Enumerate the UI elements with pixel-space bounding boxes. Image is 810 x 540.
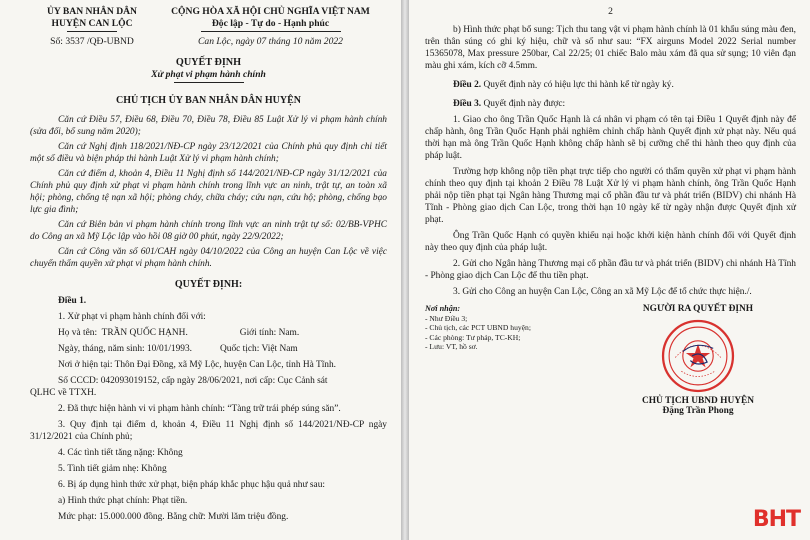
dob-label: Ngày, tháng, năm sinh: [58,344,145,354]
issuing-agency [30,6,154,32]
decision-heading: QUYẾT ĐỊNH: [174,279,243,290]
agency-line-1: ỦY BAN NHÂN DÂN [47,6,137,17]
document-subtitle: Xử phạt vi phạm hành chính [151,69,266,80]
article-2 [425,79,796,91]
document-page-2 [409,0,810,540]
motto-underline [201,31,341,32]
article-1-item-6: 6. Bị áp dụng hình thức xử phạt, biện pháp khắc phục hậu quả như sau: [58,480,326,490]
article-3-paragraph: Ông Trần Quốc Hạnh có quyền khiếu nại hoặc khởi kiện hành chính đối với Quyết định này theo quy định của pháp luật. [425,231,796,253]
recipient-item: - Các phòng: Tư pháp, TC-KH; [425,332,521,342]
article-1-item-5: 5. Tình tiết giảm nhẹ: Không [58,464,167,474]
name-label: Họ và tên: [58,328,98,338]
gender-label: Giới tính: [239,328,277,338]
residence-label: Nơi ở hiện tại: [58,360,113,370]
document-number: Số: 3537 /QĐ-UBND [50,36,134,47]
violator-name-row [30,327,387,339]
nationality-label: Quốc tịch: [220,344,260,354]
document-page-1 [0,0,401,540]
recipients-list [425,304,600,416]
signer-role: CHỦ TỊCH UBND HUYỆN [641,396,755,406]
watermark-text: BHT [752,507,800,532]
article-3-paragraph: 2. Gửi cho Ngân hàng Thương mại cổ phần đầu tư và phát triển (BIDV) chi nhánh Hà Tĩnh - Phòng giao dịch Can Lộc để thu tiền phạt. [425,259,796,281]
page-number: 2 [608,6,613,17]
article-1-item-2: 2. Đã thực hiện hành vi vi phạm hành chính: “Tàng trữ trái phép súng săn”. [58,404,341,414]
fine-amount: Mức phạt: 15.000.000 đồng. Bằng chữ: Mười lăm triệu đồng. [58,512,289,522]
page-fold [401,0,409,540]
legal-bases [30,114,387,270]
legal-basis: Căn cứ Biên bản vi phạm hành chính trong lĩnh vực an ninh trật tự số: 02/BB-VPHC do Công an xã Mỹ Lộc lập vào hồi 08 giờ 00 phút, ngày 22/9/2022; [30,220,387,242]
signer-heading: NGƯỜI RA QUYẾT ĐỊNH [642,304,754,314]
legal-basis: Căn cứ điểm d, khoản 4, Điều 11 Nghị định số 144/2021/NĐ-CP ngày 31/12/2021 của Chính phủ quy định xử phạt vi phạm hành chính trong lĩnh vực an ninh, trật tự, an toàn xã hội; phòng, chống tệ nạn xã hội; phòng cháy, chữa cháy; cứu nạn, cứu hộ; phòng, chống bạo lực gia đình; [30,169,387,215]
signer-name: Đặng Trần Phong [662,406,734,416]
recipients-heading: Nơi nhận: [425,304,461,313]
authority-title: CHỦ TỊCH ỦY BAN NHÂN DÂN HUYỆN [115,95,301,106]
article-3 [425,98,796,110]
article-2-text: Quyết định này có hiệu lực thi hành kể từ ngày ký. [481,80,674,90]
gender-value: Nam. [278,328,300,338]
residence-value: Thôn Đại Đồng, xã Mỹ Lộc, huyện Can Lộc, tỉnh Hà Tĩnh. [114,360,337,370]
official-stamp-icon [660,318,736,394]
article-1-label: Điều 1. [58,296,87,306]
signature-block [425,304,796,416]
article-3-label: Điều 3. [453,99,482,109]
recipient-item: - Chủ tịch, các PCT UBND huyện; [425,323,531,332]
violator-name: TRẦN QUỐC HẠNH. [101,328,188,338]
legal-basis: Căn cứ Điều 57, Điều 68, Điều 70, Điều 78, Điều 85 Luật Xử lý vi phạm hành chính (sửa đổi, bổ sung năm 2020); [30,115,387,137]
article-3-text: Quyết định này được: [481,99,566,109]
id-card-line: Số CCCD: 042093019152, cấp ngày 28/06/2021, nơi cấp: Cục Cảnh sát [58,376,328,386]
dob-row [30,343,387,355]
main-penalty: a) Hình thức phạt chính: Phạt tiền. [58,496,188,506]
article-1-item-1: 1. Xử phạt vi phạm hành chính đối với: [58,312,206,322]
article-1-item-3: 3. Quy định tại điểm d, khoản 4, Điều 11 Nghị định số 144/2021/NĐ-CP ngày 31/12/2021 của Chính phủ; [30,420,387,442]
national-motto [154,6,387,32]
recipient-item: - Như Điều 3; [425,313,468,323]
recipient-item: - Lưu: VT, hồ sơ. [425,342,478,351]
signer [600,304,796,416]
article-3-paragraph: Trường hợp không nộp tiền phạt trực tiếp cho người có thẩm quyền xử phạt vi phạm hành chính theo quy định tại khoản 2 Điều 78 Luật Xử lý vi phạm hành chính, ông Trần Quốc Hạnh phải nộp tiền phạt tại Ngân hàng Thương mại cổ phần đầu tư và phát triển (BIDV) chi nhánh Hà Tĩnh - Phòng giao dịch Can Lộc, trong thời hạn 10 ngày kể từ ngày nhận được Quyết định xử phạt. [425,167,796,225]
article-1-item-4: 4. Các tình tiết tăng nặng: Không [58,448,183,458]
article-2-label: Điều 2. [453,80,482,90]
article-3-paragraph: 1. Giao cho ông Trần Quốc Hạnh là cá nhân vi phạm có tên tại Điều 1 Quyết định này để chấp hành, ông Trần Quốc Hạnh phải nghiêm chỉnh chấp hành Quyết định xử phạt này. Nếu quá thời hạn mà ông Trần Quốc Hạnh không chấp hành sẽ bị cưỡng chế thi hành theo quy định của pháp luật. [425,115,796,161]
document-title: QUYẾT ĐỊNH [175,57,242,68]
place-date: Can Lộc, ngày 07 tháng 10 năm 2022 [198,36,343,47]
agency-underline [67,31,117,32]
residence-row [30,359,387,371]
agency-line-2: HUYỆN CAN LỘC [51,18,133,29]
id-card-line-cont: QLHC về TTXH. [30,388,97,398]
bht-watermark-logo [753,507,800,532]
nation-name: CỘNG HÒA XÃ HỘI CHỦ NGHĨA VIỆT NAM [171,6,370,17]
subtitle-underline [174,82,244,83]
dob-value: 10/01/1993. [146,344,193,354]
number-date-row [30,36,387,47]
legal-basis: Căn cứ Công văn số 601/CAH ngày 04/10/2022 của Công an huyện Can Lộc về việc chuyển thẩm quyền xử phạt vi phạm hành chính. [30,247,387,269]
legal-basis: Căn cứ Nghị định 118/2021/NĐ-CP ngày 23/12/2021 của Chính phủ quy định chi tiết một số điều và biện pháp thi hành Luật Xử lý vi phạm hành chính; [30,142,387,164]
nationality-value: Việt Nam [261,344,298,354]
additional-penalty: b) Hình thức phạt bổ sung: Tịch thu tang vật vi phạm hành chính là 01 khẩu súng màu đen, trên thân súng có ghi ký hiệu, chữ và số như sau: “FX airguns Model 2022 Serial number 15365078, Max pressure 250bar, Cal 22/25; 01 chiếc Balo màu xám đã qua sử sụng; 10 viên đạn màu ghi xám, kích cỡ 4.5mm. [425,25,796,71]
document-header [30,6,387,32]
article-3-paragraph: 3. Gửi cho Công an huyện Can Lộc, Công an xã Mỹ Lộc để tổ chức thực hiện./. [453,287,752,297]
motto: Độc lập - Tự do - Hạnh phúc [211,18,330,29]
